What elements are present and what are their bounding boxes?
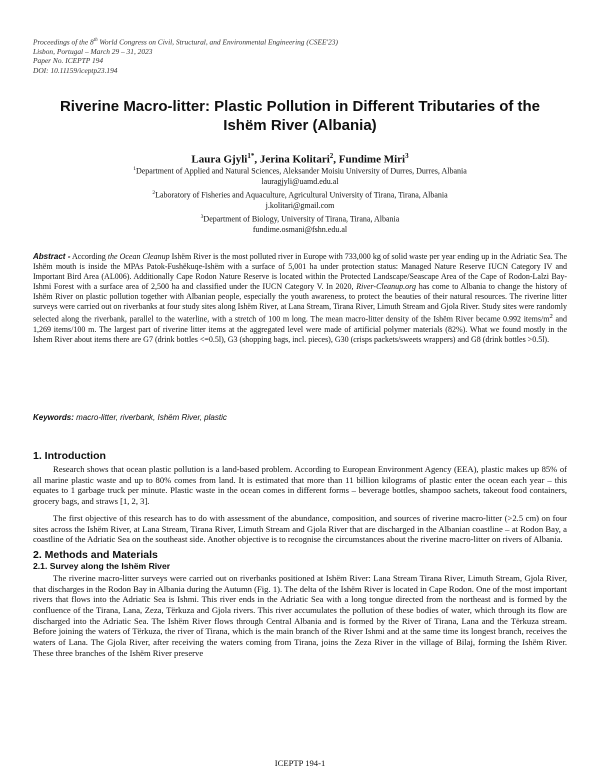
paper-number: Paper No. ICEPTP 194 — [33, 56, 104, 66]
affiliations — [60, 164, 540, 236]
proceedings-line: Proceedings of the 8th World Congress on Civil, Structural, and Environmental Engineering (CSEE'23) — [33, 37, 338, 47]
page-footer: ICEPTP 194-1 — [274, 758, 326, 768]
paper-title — [40, 97, 560, 135]
title-line-1: Riverine Macro-litter: Plastic Pollution in Different Tributaries of the — [59, 98, 541, 115]
section-heading-methods: 2. Methods and Materials — [33, 549, 158, 561]
author-name: Laura Gjyli — [191, 153, 248, 166]
affiliation: $^2$Laboratory of Fisheries and Aquaculture, Agricultural University of Tirana, Tirana, Albania — [152, 189, 448, 200]
affiliation: $^1$Department of Applied and Natural Sciences, Aleksander Moisiu University of Durres, Durres, Albania — [133, 166, 467, 176]
subsection-heading-survey: 2.1. Survey along the Ishëm River — [33, 561, 171, 571]
conference-location: Lisbon, Portugal – March 29 – 31, 2023 — [33, 46, 153, 56]
author-name: Fundime Miri — [338, 153, 406, 166]
proceedings-header — [33, 36, 553, 75]
intro-paragraph-2: The first objective of this research has to do with assessment of the abundance, composition, and sources of riverine macro-litter (>2.5 cm) on four sites across the Ishëm River, at Lana Stream, Tirana River, Limuth Stream and Gjola River that are discharged in the Albanian coastline – at Rodon Bay, a coastline of the Adriatic Sea on the southeast side. Another objective is to recognise the circumstances about the riverine macro-litter on rivers of Albania. — [33, 513, 567, 545]
abstract-label: Abstract - — [33, 252, 71, 261]
abstract: Abstract - According the Ocean Cleanup Ishëm River is the most polluted river in Europe with 733,000 kg of solid waste per year ending up in the Adriatic Sea. The Ishëm mouth is inside the MPAs Patok-Fushëkuqe-Ishëm with a surface of 5,001 ha under protection status: Managed Nature Reserve IUCN Category IV and Important Bird Area (AL006). Additionally Cape Rodon Nature Reserve is located within the Protected Landscape/Seascape Area of the Cape of Rodon-Lalzi Bay-Ishmi Forest with a surface area of 2,500 ha and classified under the IUCN Category V. In 2020, River-Cleanup.org has come to Albania to change the history of Ishëm River on plastic pollution together with Albanian people, especially the youth awareness, to protect the beauties of their natural resources. The riverine litter surveys were carried out on riverbanks at four study sites along Ishëm River, at Lana Stream, Tirana River, Limuth Stream and Gjola River. Study sites were randomly selected along the riverbank, parallel to the waterline, with a stretch of 100 m long. The mean macro-litter density of the Ishëm River became 0.992 items/$m^2$ and 1,269 items/100 m. The largest part of riverine litter items at the aggregated level were made of artificial polymer materials (82%). What we found mostly in the Ishem River about items there are G7 (drink bottles <=0.5l), G3 (shopping bags, incl. pieces), G30 (crisps packets/sweets wrappers) and G8 (drink bottles >0.5l). — [33, 252, 567, 345]
title-line-2: Ishëm River (Albania) — [223, 117, 377, 134]
author-email[interactable]: fundime.osmani@fshn.edu.al — [252, 224, 348, 234]
doi: DOI: 10.11159/iceptp23.194 — [33, 65, 118, 75]
author-email[interactable]: lauragjyli@uamd.edu.al — [261, 177, 339, 187]
affiliation: $^3$Department of Biology, University of Tirana, Tirana, Albania — [200, 213, 400, 224]
intro-paragraph-1: Research shows that ocean plastic pollution is a land-based problem. According to European Environment Agency (EEA), plastic makes up 85% of all marine plastic waste and up to 80% comes from land. It is estimated that more than 11 billion kilograms of plastic enter the ocean each year – this equates to 1 garbage truck per minute. Plastic waste in the ocean comes in different forms – beverage bottles, shampoo sachets, takeout food containers, grocery bags, and straws [1, 2, 3]. — [33, 464, 567, 506]
methods-paragraph-1: The riverine macro-litter surveys were carried out on riverbanks positioned at Ishëm River: Lana Stream Tirana River, Limuth Stream, Gjola River, that discharges in the Rodon Bay in Albania during the Autumn (Fig. 1). The delta of the Ishëm River is located in Cape Rodon. One of the most important rivers that flows into the Adriatic Sea is Ishmi. This river ends in the Adriatic Sea with a long tongue directed from the northeast and is formed by the confluence of the Tirana, Lana, Zeza, Tërkuza and Gjola rivers. This river accumulates the pollution of these bodies of water, which through its flow are discharged into the Adriatic Sea. The Ishëm River flows through Central Albania and is formed by the River of Tirana, Lana and the Tërkuza stream. Before joining the waters of Tërkuza, the river of Tirana, which is the main branch of the River Ishmi and at the same time its longest branch, receives the waters of Lana. The Gjola River, after receiving the waters coming from Tirana, joins the Zeza River in the village of Bilaj, forming the Ishëm River. These three branches of the Ishëm River preserve — [33, 573, 567, 658]
author-email[interactable]: j.kolitari@gmail.com — [265, 201, 335, 211]
keywords: Keywords: macro-litter, riverbank, Ishëm River, plastic — [33, 413, 227, 422]
section-heading-introduction: 1. Introduction — [33, 450, 106, 462]
author-name: Jerina Kolitari — [259, 153, 330, 166]
author-list: Laura Gjyli$^{1*}$, Jerina Kolitari$^2$, Fundime Miri$^3$ — [191, 152, 409, 166]
keywords-label: Keywords: — [33, 413, 74, 422]
